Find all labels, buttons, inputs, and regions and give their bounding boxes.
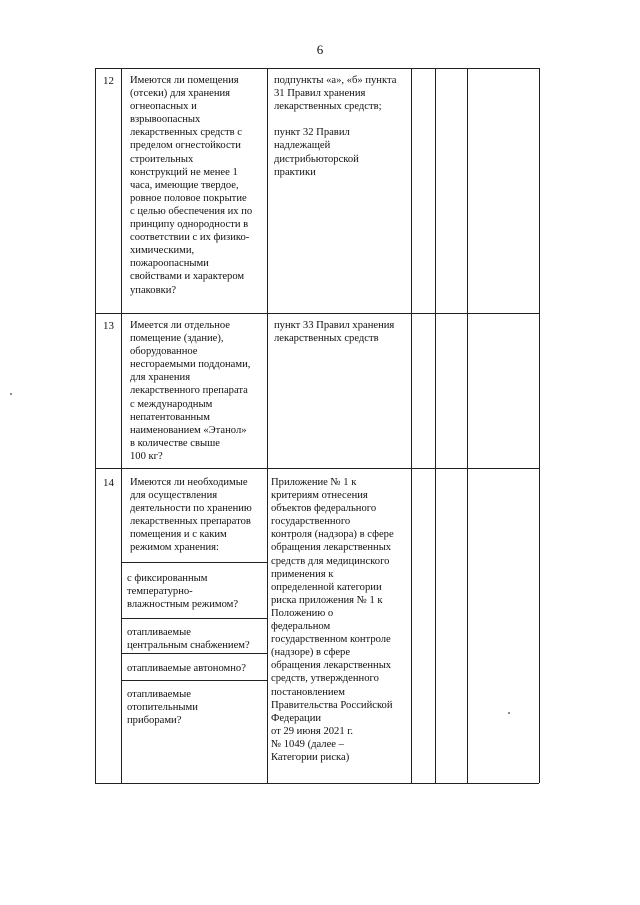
reference-line: определенной категории [271, 581, 382, 593]
question-line: несгораемыми поддонами, [130, 359, 251, 371]
reference-line: Федерации [271, 712, 322, 724]
question-line: химическими, [130, 245, 195, 257]
question-line: ровное половое покрытие [130, 192, 247, 204]
col-divider-yes [435, 68, 436, 783]
subitem-divider-4 [121, 680, 267, 681]
question-line: помещение (здание), [130, 333, 224, 345]
row-13-reference [274, 319, 394, 345]
question-line: лекарственного препарата [130, 385, 248, 397]
reference-line: лекарственных средств; [274, 101, 382, 113]
question-line: помещения и с каким [130, 529, 227, 541]
reference-line: дистрибьюторской [274, 153, 359, 165]
reference-line: от 29 июня 2021 г. [271, 725, 354, 737]
reference-line: средств для медицинского [271, 555, 390, 567]
row-14-subitem-central-heating [127, 626, 250, 652]
reference-line: лекарственных средств [274, 333, 379, 345]
reference-line: 31 Правил хранения [274, 88, 366, 100]
question-line: (отсеки) для хранения [130, 88, 231, 100]
reference-line: средств, утвержденного [271, 673, 379, 685]
question-line: Имеется ли отдельное [130, 320, 230, 331]
col-divider-question [267, 68, 268, 783]
question-line: упаковки? [130, 284, 177, 296]
reference-line: Положению о [271, 607, 334, 619]
row-14-reference [271, 476, 394, 764]
row-13-question [130, 319, 250, 463]
question-line: свойствами и характером [130, 271, 245, 283]
reference-line: критериям отнесения [271, 490, 368, 502]
reference-line: обращения лекарственных [271, 542, 392, 554]
table-border-right [539, 68, 540, 783]
row-12-reference [274, 74, 396, 179]
row-12-number: 12 [103, 75, 114, 87]
question-line: принципу однородности в [130, 219, 249, 231]
row-14-subitem-fixed-regime [127, 572, 238, 611]
question-line: режимом хранения: [130, 542, 219, 554]
table-border-bottom [95, 783, 539, 784]
reference-line: Приложение № 1 к [271, 477, 357, 488]
subitem-line: отапливаемые [127, 689, 191, 700]
reference-line: государственного [271, 516, 351, 528]
question-line: для осуществления [130, 490, 218, 502]
subitem-line: отапливаемые автономно? [127, 663, 246, 674]
question-line: непатентованным [130, 411, 210, 423]
reference-line: контроля (надзора) в сфере [271, 529, 394, 541]
row-12-question [130, 74, 252, 297]
subitem-divider-3 [121, 653, 267, 654]
reference-line: пункт 32 Правил [274, 127, 350, 139]
row-13-number: 13 [103, 320, 114, 332]
question-line: с целью обеспечения их по [130, 205, 253, 217]
reference-line: риска приложения № 1 к [271, 594, 383, 606]
question-line: огнеопасных и [130, 101, 197, 113]
reference-line: подпункты «а», «б» пункта [274, 75, 397, 86]
question-line: соответствии с их физико- [130, 232, 250, 244]
subitem-divider-1 [121, 562, 267, 563]
question-line: строительных [130, 153, 194, 165]
question-line: часа, имеющие твердое, [130, 179, 239, 191]
scan-speck [10, 393, 12, 395]
question-line: деятельности по хранению [130, 503, 252, 515]
row-14-question [130, 476, 252, 555]
question-line: в количестве свыше [130, 437, 220, 449]
question-line: пожароопасными [130, 258, 209, 270]
reference-line: федеральном [271, 621, 331, 633]
reference-line: № 1049 (далее – [271, 738, 344, 750]
reference-line: пункт 33 Правил хранения [274, 320, 395, 331]
subitem-divider-2 [121, 618, 267, 619]
table-border-top [95, 68, 539, 69]
page-number: 6 [316, 42, 324, 57]
row-14-number: 14 [103, 477, 114, 489]
reference-line: (надзоре) в сфере [271, 647, 351, 659]
question-line: пределом огнестойкости [130, 140, 241, 152]
inspection-table [95, 68, 539, 783]
reference-line: постановлением [271, 686, 345, 698]
row-divider-13-14 [95, 468, 539, 469]
col-divider-no [467, 68, 468, 783]
question-line: оборудованное [130, 346, 198, 358]
row-14-subitem-autonomous-heating [127, 662, 246, 675]
question-line: для хранения [130, 372, 191, 384]
question-line: Имеются ли необходимые [130, 477, 248, 488]
subitem-line: приборами? [127, 715, 182, 727]
question-line: с международным [130, 398, 213, 410]
reference-line: объектов федерального [271, 503, 377, 515]
reference-line: Правительства Российской [271, 699, 393, 711]
subitem-line: с фиксированным [127, 573, 208, 584]
subitem-line: отапливаемые [127, 627, 191, 638]
subitem-line: температурно- [127, 586, 193, 598]
question-line: конструкций не менее 1 [130, 166, 238, 178]
reference-line: практики [274, 166, 316, 178]
question-line: лекарственных средств с [130, 127, 242, 139]
table-border-left [95, 68, 96, 783]
reference-line: Категории риска) [271, 751, 350, 763]
row-divider-12-13 [95, 313, 539, 314]
reference-line: надлежащей [274, 140, 331, 152]
subitem-line: отопительными [127, 702, 198, 714]
reference-line: применения к [271, 568, 334, 580]
question-line: Имеются ли помещения [130, 75, 239, 86]
reference-line: обращения лекарственных [271, 660, 392, 672]
reference-line [274, 113, 396, 126]
row-14-subitem-heating-devices [127, 688, 198, 727]
subitem-line: влажностным режимом? [127, 599, 239, 611]
col-divider-reference [411, 68, 412, 783]
reference-line: государственном контроле [271, 634, 391, 646]
col-divider-num [121, 68, 122, 783]
question-line: наименованием «Этанол» [130, 424, 247, 436]
question-line: взрывоопасных [130, 114, 201, 126]
question-line: лекарственных препаратов [130, 516, 251, 528]
subitem-line: центральным снабжением? [127, 640, 250, 652]
scan-speck [508, 712, 510, 714]
question-line: 100 кг? [130, 450, 163, 462]
